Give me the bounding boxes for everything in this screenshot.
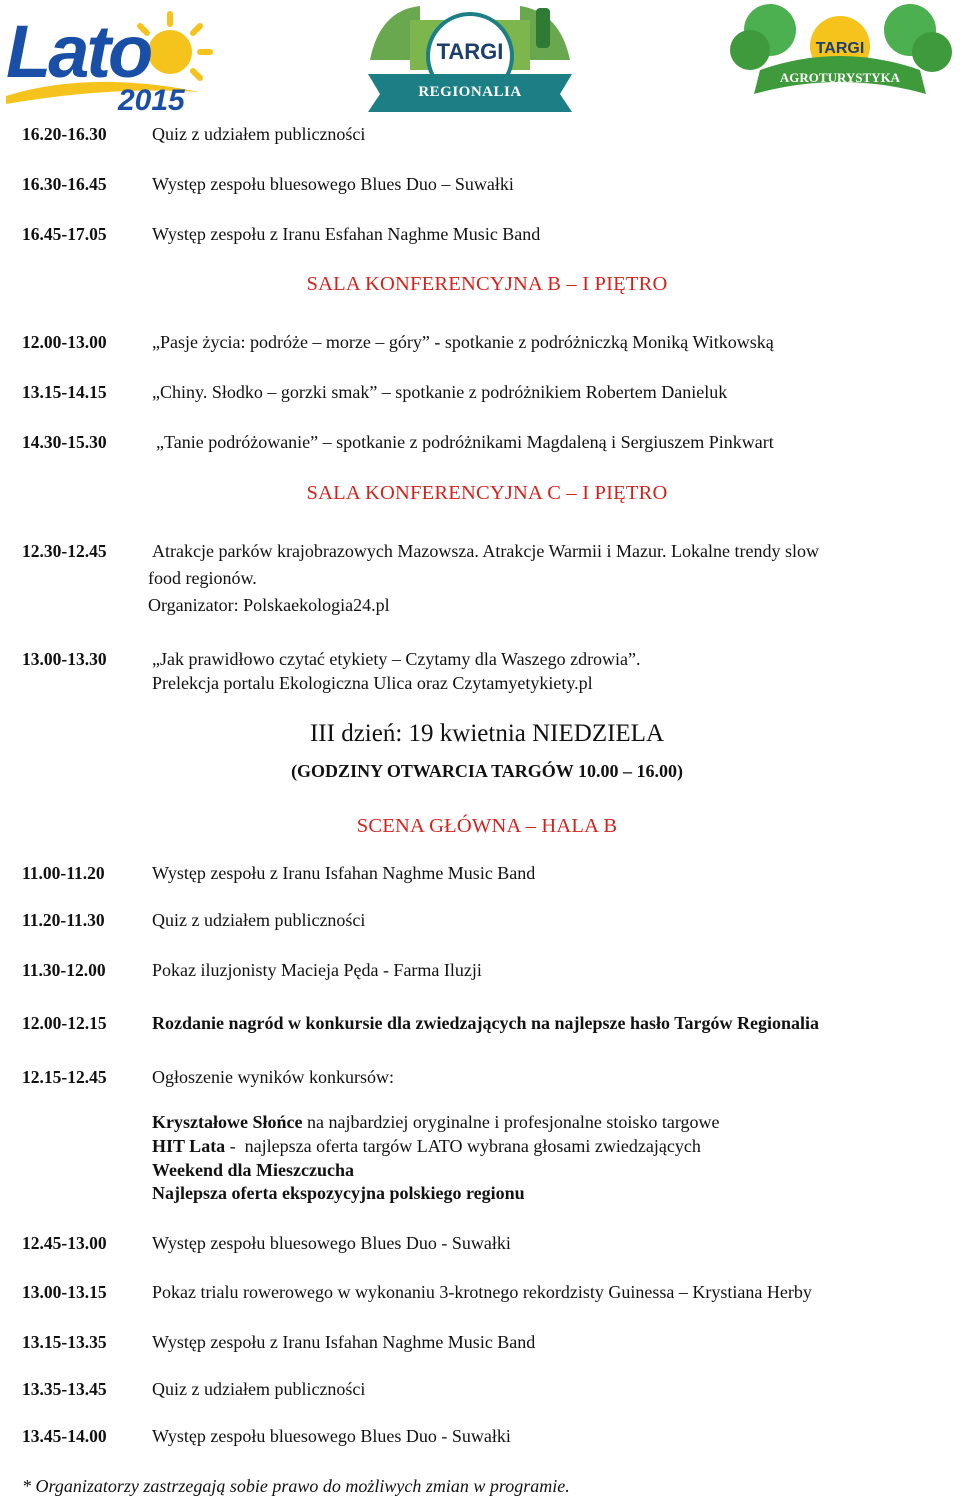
regionalia-bottom-text: REGIONALIA bbox=[418, 84, 522, 100]
time: 14.30-15.30 bbox=[22, 432, 107, 452]
opening-hours: (GODZINY OTWARCIA TARGÓW 10.00 – 16.00) bbox=[291, 761, 683, 781]
contest-weekend: Weekend dla Mieszczucha bbox=[152, 1160, 354, 1180]
time: 13.00-13.15 bbox=[22, 1282, 107, 1302]
contest-name: HIT Lata bbox=[152, 1136, 226, 1156]
description: Występ zespołu bluesowego Blues Duo - Suwałki bbox=[152, 1233, 511, 1253]
description: Występ zespołu z Iranu Isfahan Naghme Music Band bbox=[152, 863, 536, 883]
description: Występ zespołu z Iranu Esfahan Naghme Music Band bbox=[152, 224, 541, 244]
description: food regionów. bbox=[148, 568, 257, 588]
time: 11.20-11.30 bbox=[22, 910, 105, 930]
section-heading-sala-b: SALA KONFERENCYJNA B – I PIĘTRO bbox=[306, 273, 668, 295]
description: Quiz z udziałem publiczności bbox=[152, 1379, 366, 1399]
time: 12.00-13.00 bbox=[22, 332, 107, 352]
time: 13.35-13.45 bbox=[22, 1379, 107, 1399]
description: Ogłoszenie wyników konkursów: bbox=[152, 1067, 394, 1087]
agro-top-text: TARGI bbox=[815, 40, 865, 57]
lato-year: 2015 bbox=[118, 84, 185, 117]
description: Występ zespołu z Iranu Isfahan Naghme Music Band bbox=[152, 1332, 536, 1352]
contest-hit-lata bbox=[152, 1135, 701, 1157]
agro-bottom-text: AGROTURYSTYKA bbox=[779, 70, 901, 85]
description: Występ zespołu bluesowego Blues Duo – Suwałki bbox=[152, 174, 514, 194]
contest-desc: na najbardziej oryginalne i profesjonalne stoisko targowe bbox=[302, 1112, 720, 1132]
description: „Chiny. Słodko – gorzki smak” – spotkanie z podróżnikiem Robertem Danieluk bbox=[152, 382, 728, 402]
description: „Pasje życia: podróże – morze – góry” - spotkanie z podróżniczką Moniką Witkowską bbox=[152, 332, 774, 352]
time: 13.15-13.35 bbox=[22, 1332, 107, 1352]
header-logos bbox=[0, 0, 960, 122]
agroturystyka-logo bbox=[720, 0, 960, 110]
time: 12.45-13.00 bbox=[22, 1233, 107, 1253]
contest-name: Kryształowe Słońce bbox=[152, 1112, 303, 1132]
organizer: Organizator: Polskaekologia24.pl bbox=[148, 595, 390, 615]
time: 12.00-12.15 bbox=[22, 1013, 107, 1033]
time: 13.15-14.15 bbox=[22, 382, 107, 402]
time: 13.45-14.00 bbox=[22, 1426, 107, 1446]
section-heading-sala-c: SALA KONFERENCYJNA C – I PIĘTRO bbox=[306, 482, 668, 504]
time: 16.45-17.05 bbox=[22, 224, 107, 244]
description: Quiz z udziałem publiczności bbox=[152, 910, 366, 930]
lato-2015-logo bbox=[0, 0, 230, 122]
time: 11.00-11.20 bbox=[22, 863, 105, 883]
description: Atrakcje parków krajobrazowych Mazowsza. Atrakcje Warmii i Mazur. Lokalne trendy slow bbox=[152, 541, 819, 561]
time: 12.15-12.45 bbox=[22, 1067, 107, 1087]
time: 13.00-13.30 bbox=[22, 649, 107, 669]
time: 11.30-12.00 bbox=[22, 960, 106, 980]
contest-crystal-sun bbox=[152, 1111, 720, 1133]
description: „Tanie podróżowanie” – spotkanie z podróżnikami Magdaleną i Sergiuszem Pinkwart bbox=[156, 432, 774, 452]
time: 16.20-16.30 bbox=[22, 124, 107, 144]
section-heading-scena-glowna: SCENA GŁÓWNA – HALA B bbox=[356, 815, 618, 837]
regionalia-logo bbox=[360, 0, 580, 118]
description: Pokaz iluzjonisty Macieja Pęda - Farma Iluzji bbox=[152, 960, 482, 980]
lato-text: Lato bbox=[6, 10, 151, 93]
regionalia-top-text: TARGI bbox=[436, 39, 504, 64]
description: Rozdanie nagród w konkursie dla zwiedzających na najlepsze hasło Targów Regionalia bbox=[152, 1013, 820, 1033]
description: „Jak prawidłowo czytać etykiety – Czytamy dla Waszego zdrowia”. bbox=[152, 649, 641, 669]
time: 12.30-12.45 bbox=[22, 541, 107, 561]
time: 16.30-16.45 bbox=[22, 174, 107, 194]
footnote: * Organizatorzy zastrzegają sobie prawo do możliwych zmian w programie. bbox=[22, 1476, 570, 1496]
description: Pokaz trialu rowerowego w wykonaniu 3-krotnego rekordzisty Guinessa – Krystiana Herby bbox=[152, 1282, 812, 1302]
day-title: III dzień: 19 kwietnia NIEDZIELA bbox=[309, 720, 665, 747]
contest-best-region: Najlepsza oferta ekspozycyjna polskiego regionu bbox=[152, 1183, 525, 1203]
contest-desc: - najlepsza oferta targów LATO wybrana głosami zwiedzających bbox=[225, 1136, 701, 1156]
description: Występ zespołu bluesowego Blues Duo - Suwałki bbox=[152, 1426, 511, 1446]
description: Prelekcja portalu Ekologiczna Ulica oraz Czytamyetykiety.pl bbox=[152, 673, 593, 693]
description: Quiz z udziałem publiczności bbox=[152, 124, 366, 144]
sun-icon bbox=[148, 30, 192, 74]
